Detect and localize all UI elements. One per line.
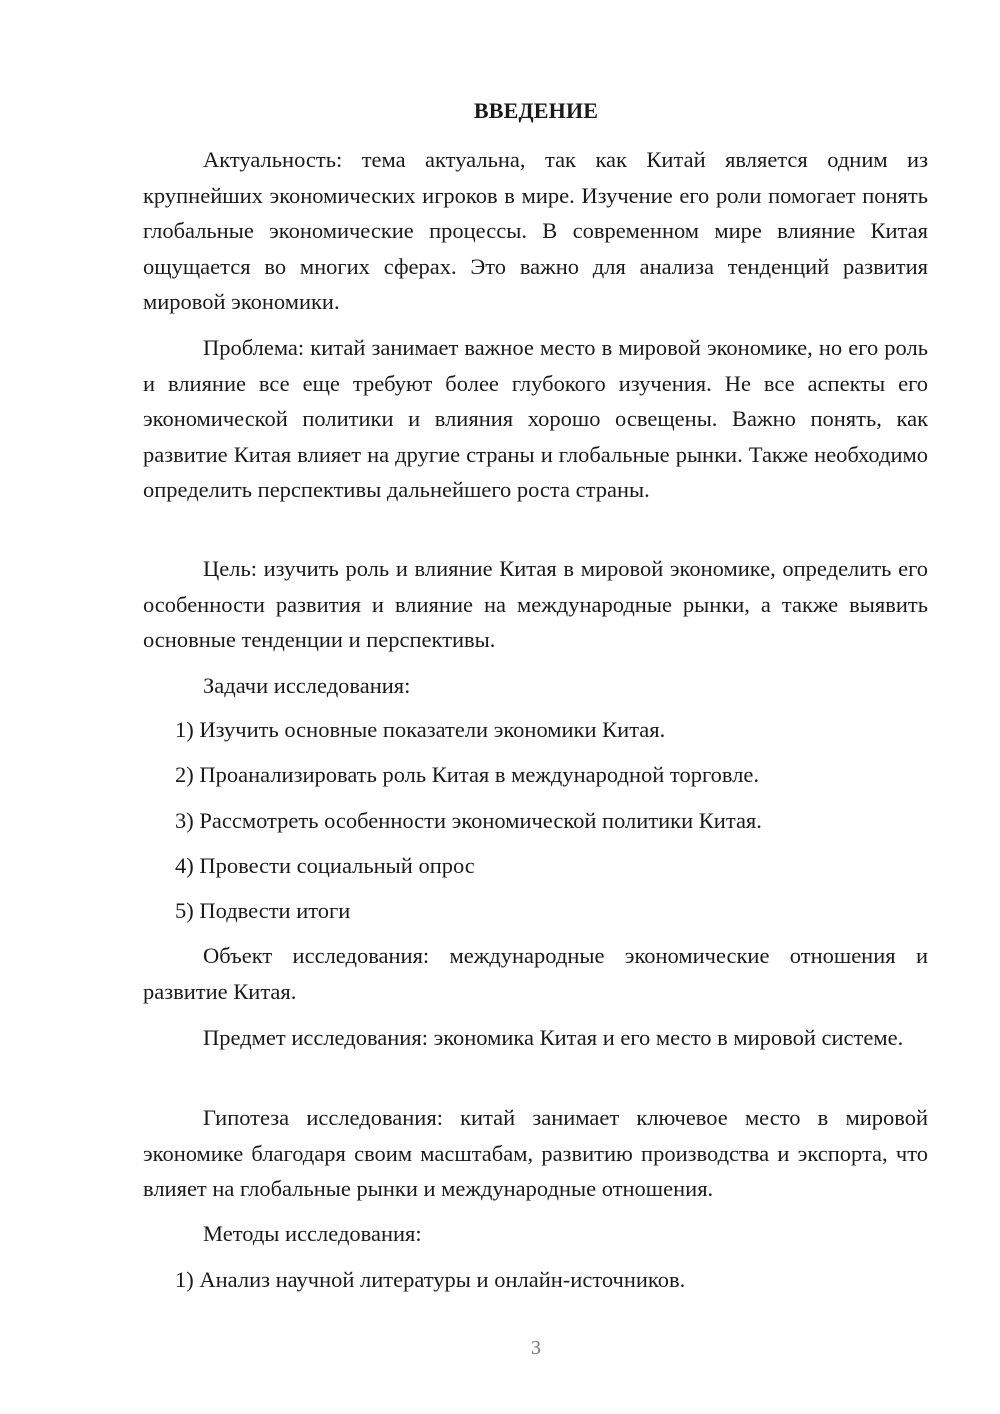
subject-paragraph: Предмет исследования: экономика Китая и его место в мировой системе. bbox=[203, 1025, 904, 1050]
object-paragraph: Объект исследования: международные экономические отношения и развитие Китая. bbox=[143, 943, 928, 1004]
task-item: 2) Проанализировать роль Китая в международной торговле. bbox=[175, 762, 760, 787]
problem-paragraph: Проблема: китай занимает важное место в мировой экономике, но его роль и влияние все еще требуют более глубокого изучения. Не все аспекты его экономической политики и влияния хорошо освещены. Важно понять, как развитие Китая влияет на другие страны и глобальные рынки. Также необходимо определить перспективы дальнейшего роста страны. bbox=[143, 335, 928, 502]
methods-title: Методы исследования: bbox=[203, 1221, 422, 1246]
task-item: 3) Рассмотреть особенности экономической политики Китая. bbox=[175, 808, 762, 833]
page-number: 3 bbox=[531, 1337, 541, 1359]
page-title: ВВЕДЕНИЕ bbox=[473, 98, 599, 123]
task-item: 1) Изучить основные показатели экономики Китая. bbox=[175, 717, 666, 742]
task-item: 4) Провести социальный опрос bbox=[175, 853, 475, 878]
hypothesis-paragraph: Гипотеза исследования: китай занимает ключевое место в мировой экономике благодаря своим масштабам, развитию производства и экспорта, что влияет на глобальные рынки и международные отношения. bbox=[143, 1105, 928, 1201]
tasks-title: Задачи исследования: bbox=[203, 673, 411, 698]
goal-paragraph: Цель: изучить роль и влияние Китая в мировой экономике, определить его особенности развития и влияние на международные рынки, а также выявить основные тенденции и перспективы. bbox=[143, 556, 928, 652]
task-item: 5) Подвести итоги bbox=[175, 898, 351, 923]
method-item: 1) Анализ научной литературы и онлайн-источников. bbox=[175, 1267, 686, 1292]
relevance-paragraph: Актуальность: тема актуальна, так как Китай является одним из крупнейших экономических игроков в мире. Изучение его роли помогает понять глобальные экономические процессы. В современном мире влияние Китая ощущается во многих сферах. Это важно для анализа тенденций развития мировой экономики. bbox=[143, 147, 928, 314]
